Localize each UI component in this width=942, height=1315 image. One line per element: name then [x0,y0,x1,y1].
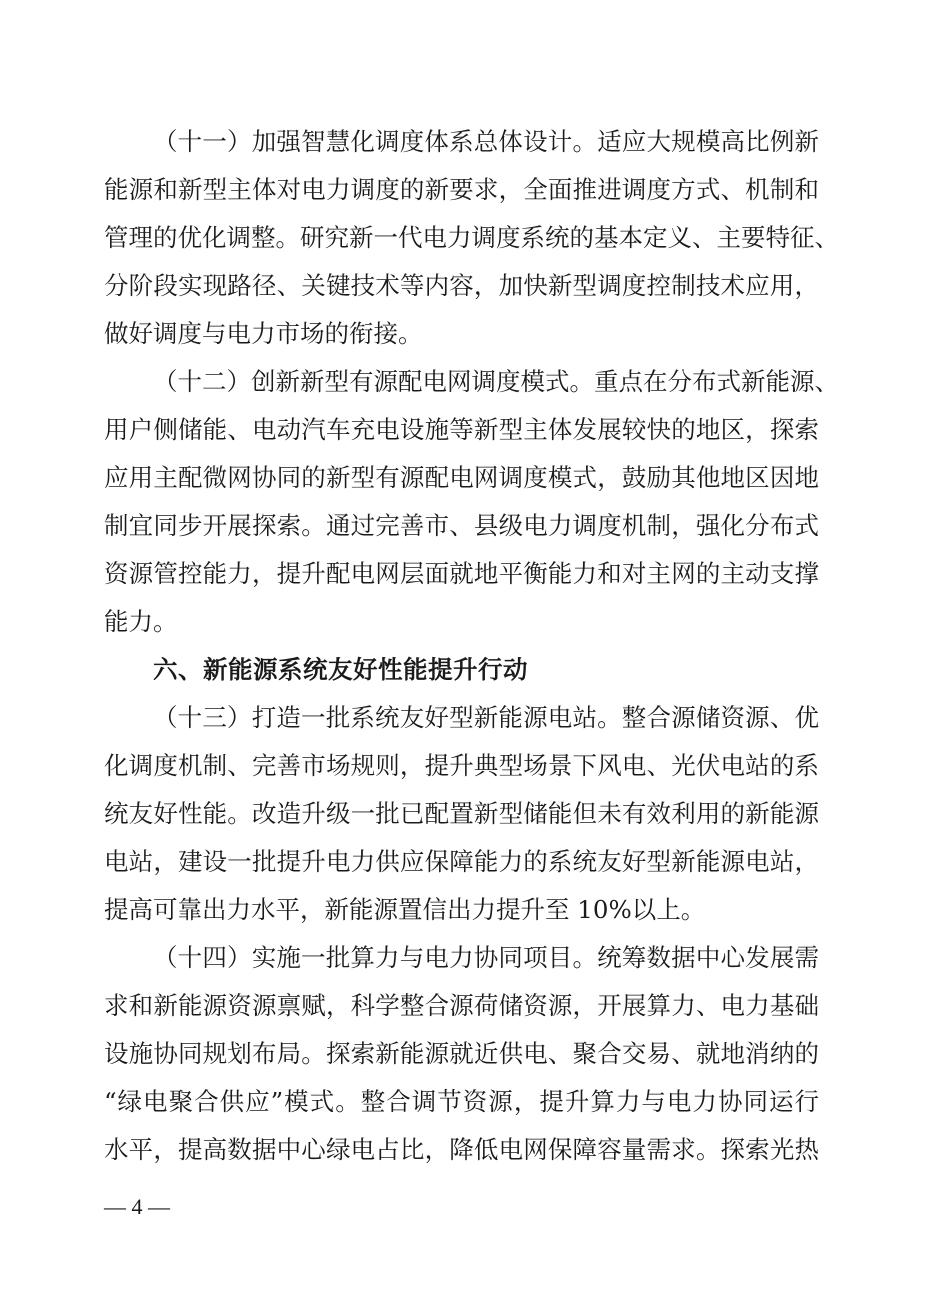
section-heading: 六、新能源系统友好性能提升行动 [153,655,528,684]
paragraph-line: （十三）打造一批系统友好型新能源电站。整合源储资源、优 [153,703,820,732]
paragraph-line: （十二）创新新型有源配电网调度模式。重点在分布式新能源、 [153,367,839,396]
paragraph-line: 能力。 [104,607,178,636]
paragraph-line: 电站，建设一批提升电力供应保障能力的系统友好型新能源电站， [104,847,819,876]
paragraph-line: 能源和新型主体对电力调度的新要求，全面推进调度方式、机制和 [104,175,819,204]
paragraph-lead: （十四）实施一批算力与电力协同项目。 [153,943,598,972]
paragraph-line: 资源管控能力，提升配电网层面就地平衡能力和对主网的主动支撑 [104,559,819,588]
paragraph-line: 管理的优化调整。研究新一代电力调度系统的基本定义、主要特征、 [104,223,839,252]
paragraph-line: 化调度机制、完善市场规则，提升典型场景下风电、光伏电站的系 [104,751,819,780]
paragraph-lead: （十三）打造一批系统友好型新能源电站。 [153,703,622,732]
paragraph-line: 提高可靠出力水平，新能源置信出力提升至 10%以上。 [104,895,706,924]
paragraph-line: 统友好性能。改造升级一批已配置新型储能但未有效利用的新能源 [104,799,819,828]
page-number: — 4 — [104,1194,170,1219]
paragraph-line: 应用主配微网协同的新型有源配电网调度模式，鼓励其他地区因地 [104,463,819,492]
paragraph-line: 设施协同规划布局。探索新能源就近供电、聚合交易、就地消纳的 [104,1039,819,1068]
paragraph-line: 求和新能源资源禀赋，科学整合源荷储资源，开展算力、电力基础 [104,991,819,1020]
paragraph-line: 制宜同步开展探索。通过完善市、县级电力调度机制，强化分布式 [104,511,819,540]
paragraph-line: 水平，提高数据中心绿电占比，降低电网保障容量需求。探索光热 [104,1135,819,1164]
paragraph-line: （十一）加强智慧化调度体系总体设计。适应大规模高比例新 [153,127,820,156]
paragraph-line: “绿电聚合供应”模式。整合调节资源，提升算力与电力协同运行 [104,1087,819,1116]
paragraph-lead: （十一）加强智慧化调度体系总体设计。 [153,127,598,156]
paragraph-line: 做好调度与电力市场的衔接。 [104,319,423,348]
paragraph-line: 用户侧储能、电动汽车充电设施等新型主体发展较快的地区，探索 [104,415,819,444]
document-body [104,118,839,1174]
paragraph-line: （十四）实施一批算力与电力协同项目。统筹数据中心发展需 [153,943,820,972]
paragraph-lead: （十二）创新新型有源配电网调度模式。 [153,367,594,396]
paragraph-line: 分阶段实现路径、关键技术等内容，加快新型调度控制技术应用， [104,271,819,300]
